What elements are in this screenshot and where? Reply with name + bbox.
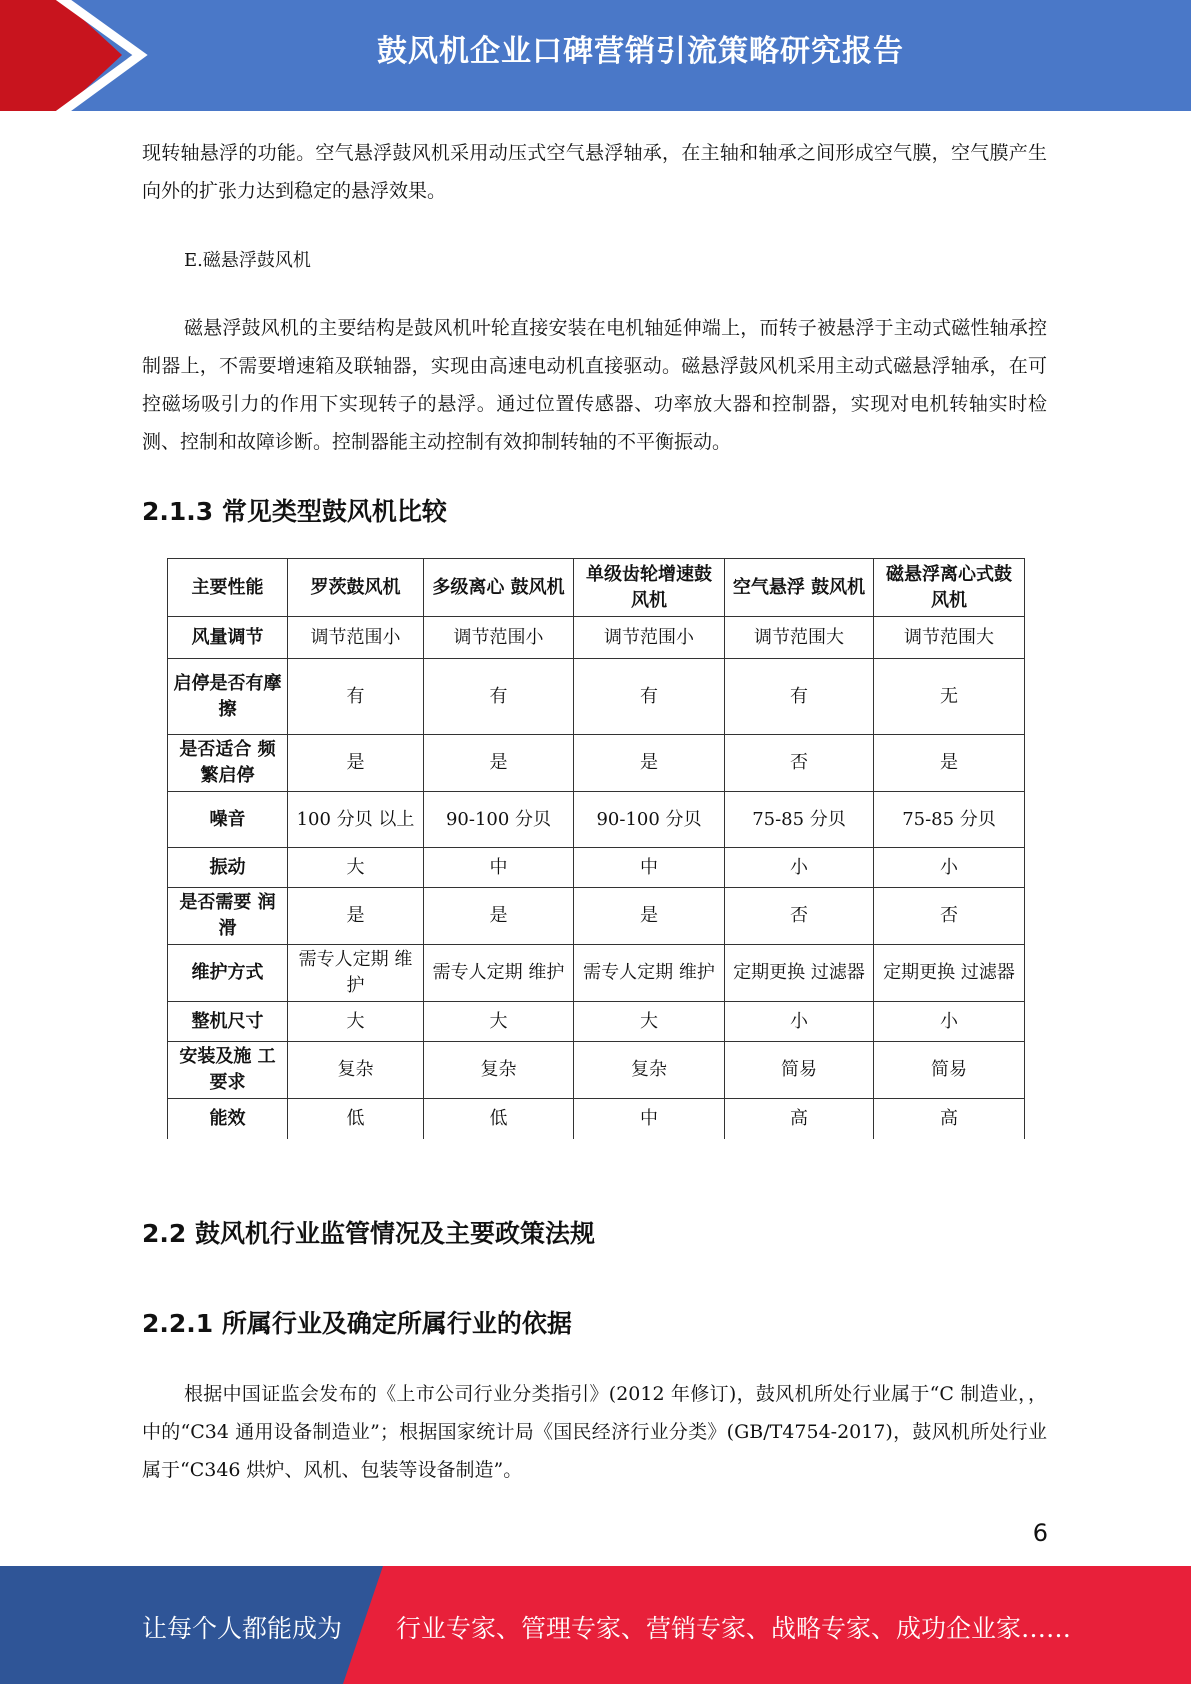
- table-cell: 大: [574, 1002, 725, 1042]
- table-cell: 复杂: [574, 1042, 725, 1099]
- table-cell: 中: [574, 1099, 725, 1139]
- table-cell: 有: [725, 659, 874, 735]
- table-cell: 是: [288, 735, 424, 792]
- table-header-row: [168, 559, 1025, 617]
- table-cell: 小: [725, 1002, 874, 1042]
- table-cell: 否: [725, 888, 874, 945]
- table-row: [168, 848, 1025, 888]
- page-footer: [0, 1566, 1191, 1684]
- table-cell: 定期更换 过滤器: [874, 945, 1025, 1002]
- table-cell: 定期更换 过滤器: [725, 945, 874, 1002]
- subheading-maglev-blower: E.磁悬浮鼓风机: [184, 250, 311, 271]
- table-cell: 是: [574, 735, 725, 792]
- table-cell: 是: [424, 888, 574, 945]
- table-header-cell: 单级齿轮增速鼓风机: [574, 559, 725, 617]
- table-row: [168, 792, 1025, 848]
- table-cell: 调节范围小: [288, 617, 424, 659]
- footer-slogan-left: 让每个人都能成为: [142, 1614, 343, 1643]
- section-heading-2-2-1: 2.2.1 所属行业及确定所属行业的依据: [142, 1309, 572, 1338]
- blower-comparison-table: [167, 558, 1025, 1139]
- page-number: 6: [1032, 1519, 1048, 1547]
- table-cell: 低: [424, 1099, 574, 1139]
- table-cell: 有: [288, 659, 424, 735]
- table-cell: 小: [874, 848, 1025, 888]
- row-header-cell: 维护方式: [168, 945, 288, 1002]
- table-row: [168, 1042, 1025, 1099]
- table-cell: 是: [574, 888, 725, 945]
- table-cell: 复杂: [288, 1042, 424, 1099]
- table-row: [168, 888, 1025, 945]
- paragraph-industry-classification: 根据中国证监会发布的《上市公司行业分类指引》(2012 年修订)，鼓风机所处行业属于“C 制造业，，中的“C34 通用设备制造业”；根据国家统计局《国民经济行业分类》(GB/T4754-2017)，鼓风机所处行业属于“C346 烘炉、风机、包装等设备制造”。: [142, 1383, 1047, 1481]
- table-cell: 需专人定期 维护: [288, 945, 424, 1002]
- row-header-cell: 能效: [168, 1099, 288, 1139]
- table-cell: 小: [725, 848, 874, 888]
- table-row: [168, 735, 1025, 792]
- table-cell: 无: [874, 659, 1025, 735]
- table-cell: 否: [874, 888, 1025, 945]
- paragraph-air-suspension: 现转轴悬浮的功能。空气悬浮鼓风机采用动压式空气悬浮轴承，在主轴和轴承之间形成空气膜，空气膜产生向外的扩张力达到稳定的悬浮效果。: [142, 142, 1047, 202]
- table-cell: 高: [874, 1099, 1025, 1139]
- report-title: 鼓风机企业口碑营销引流策略研究报告: [377, 34, 904, 69]
- row-header-cell: 安装及施 工要求: [168, 1042, 288, 1099]
- row-header-cell: 整机尺寸: [168, 1002, 288, 1042]
- page-header: [0, 0, 1191, 111]
- table-cell: 高: [725, 1099, 874, 1139]
- table-header-cell: 空气悬浮 鼓风机: [725, 559, 874, 617]
- table-cell: 中: [424, 848, 574, 888]
- table-cell: 75-85 分贝: [874, 792, 1025, 848]
- row-header-cell: 是否需要 润滑: [168, 888, 288, 945]
- table-cell: 90-100 分贝: [574, 792, 725, 848]
- table-row: [168, 659, 1025, 735]
- row-header-cell: 启停是否有摩擦: [168, 659, 288, 735]
- section-heading-2-1-3: 2.1.3 常见类型鼓风机比较: [142, 497, 447, 526]
- table-row: [168, 617, 1025, 659]
- table-header-cell: 主要性能: [168, 559, 288, 617]
- table-cell: 是: [288, 888, 424, 945]
- table-cell: 调节范围大: [725, 617, 874, 659]
- table-cell: 调节范围小: [424, 617, 574, 659]
- table-cell: 大: [288, 848, 424, 888]
- table-header-cell: 磁悬浮离心式鼓风机: [874, 559, 1025, 617]
- paragraph-maglev-blower: 磁悬浮鼓风机的主要结构是鼓风机叶轮直接安装在电机轴延伸端上，而转子被悬浮于主动式磁性轴承控制器上，不需要增速箱及联轴器，实现由高速电动机直接驱动。磁悬浮鼓风机采用主动式磁悬浮轴承，在可控磁场吸引力的作用下实现转子的悬浮。通过位置传感器、功率放大器和控制器，实现对电机转轴实时检测、控制和故障诊断。控制器能主动控制有效抑制转轴的不平衡振动。: [142, 317, 1047, 453]
- table-cell: 简易: [725, 1042, 874, 1099]
- row-header-cell: 振动: [168, 848, 288, 888]
- table-cell: 大: [288, 1002, 424, 1042]
- table-cell: 复杂: [424, 1042, 574, 1099]
- table-cell: 是: [424, 735, 574, 792]
- table-header-cell: 罗茨鼓风机: [288, 559, 424, 617]
- table-cell: 有: [424, 659, 574, 735]
- table-row: [168, 1099, 1025, 1139]
- table-cell: 是: [874, 735, 1025, 792]
- table-cell: 需专人定期 维护: [424, 945, 574, 1002]
- table-cell: 大: [424, 1002, 574, 1042]
- row-header-cell: 风量调节: [168, 617, 288, 659]
- table-cell: 中: [574, 848, 725, 888]
- table-cell: 需专人定期 维护: [574, 945, 725, 1002]
- table-cell: 75-85 分贝: [725, 792, 874, 848]
- table-row: [168, 1002, 1025, 1042]
- table-header-cell: 多级离心 鼓风机: [424, 559, 574, 617]
- table-row: [168, 945, 1025, 1002]
- footer-slogan-right: 行业专家、管理专家、营销专家、战略专家、成功企业家……: [396, 1614, 1072, 1643]
- table-cell: 调节范围小: [574, 617, 725, 659]
- row-header-cell: 噪音: [168, 792, 288, 848]
- table-cell: 有: [574, 659, 725, 735]
- table-cell: 90-100 分贝: [424, 792, 574, 848]
- table-cell: 100 分贝 以上: [288, 792, 424, 848]
- table-cell: 小: [874, 1002, 1025, 1042]
- section-heading-2-2: 2.2 鼓风机行业监管情况及主要政策法规: [142, 1219, 595, 1248]
- table-cell: 否: [725, 735, 874, 792]
- row-header-cell: 是否适合 频繁启停: [168, 735, 288, 792]
- table-cell: 低: [288, 1099, 424, 1139]
- table-cell: 调节范围大: [874, 617, 1025, 659]
- table-cell: 简易: [874, 1042, 1025, 1099]
